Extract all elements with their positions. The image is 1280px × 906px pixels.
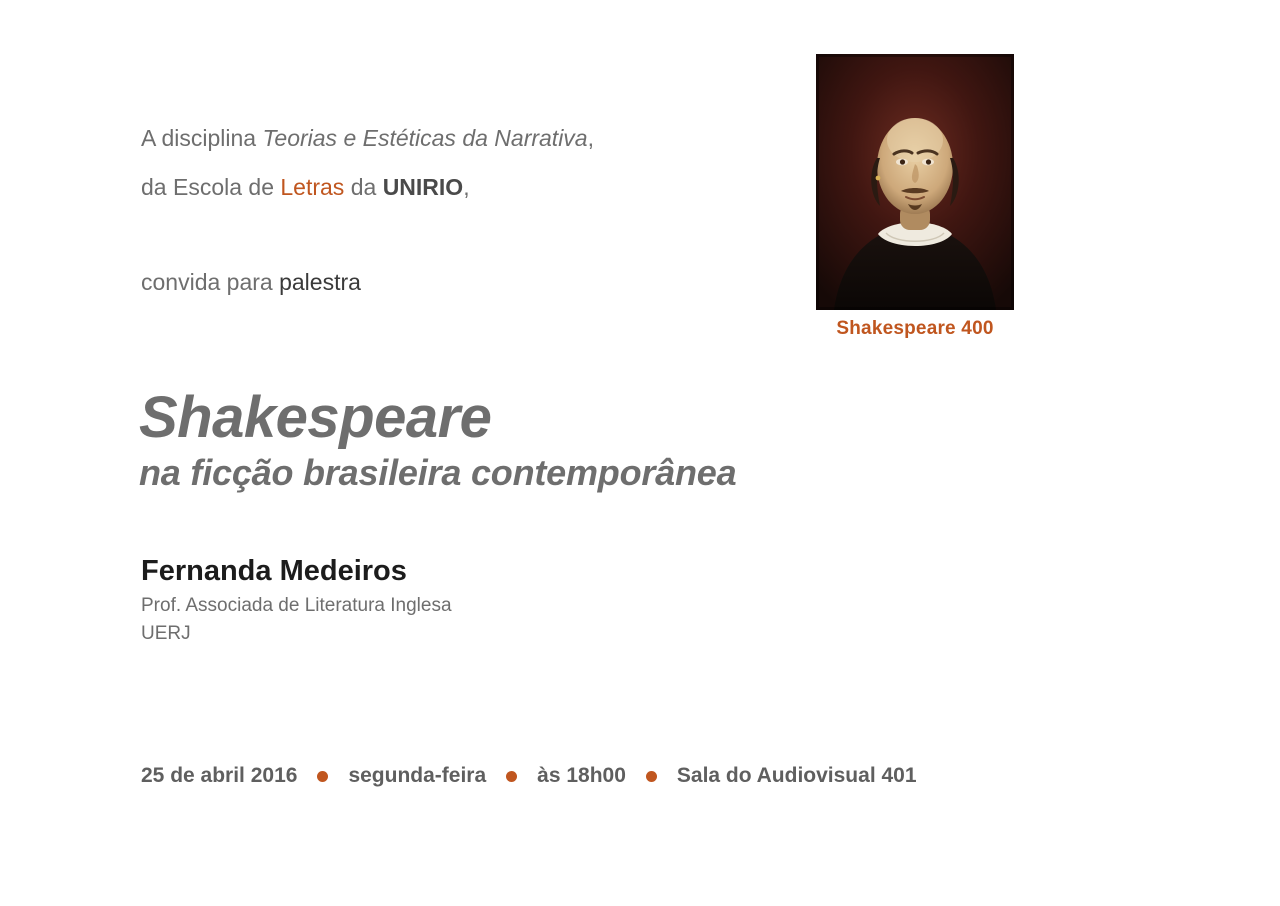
intro-line1-prefix: A disciplina <box>141 125 263 151</box>
portrait-block <box>816 54 1014 340</box>
title-block <box>139 385 737 494</box>
university-name-unirio: UNIRIO <box>382 174 464 200</box>
invitation-prefix: convida para <box>141 269 280 295</box>
event-time: às 18h00 <box>537 764 626 787</box>
event-weekday: segunda-feira <box>348 764 487 787</box>
speaker-block <box>141 555 452 647</box>
page-title: Shakespeare <box>139 385 492 450</box>
event-location: Sala do Audiovisual 401 <box>676 764 917 787</box>
bullet-separator-icon <box>646 771 657 782</box>
portrait-caption: Shakespeare 400 <box>836 318 994 339</box>
bullet-separator-icon <box>506 771 517 782</box>
speaker-institution: UERJ <box>141 622 191 644</box>
intro-line-discipline <box>141 127 801 150</box>
intro-line2-prefix: da Escola de <box>141 174 281 200</box>
event-date: 25 de abril 2016 <box>141 764 298 787</box>
intro-line1-suffix: , <box>587 125 594 151</box>
shakespeare-portrait-image <box>816 54 1014 310</box>
discipline-title: Teorias e Estéticas da Narrativa <box>262 125 588 151</box>
intro-line-school <box>141 176 801 199</box>
event-type-label: palestra <box>279 269 361 295</box>
speaker-name: Fernanda Medeiros <box>141 555 407 587</box>
intro-line-invitation <box>141 271 801 294</box>
speaker-role: Prof. Associada de Literatura Inglesa <box>141 595 452 617</box>
bullet-separator-icon <box>317 771 328 782</box>
intro-line2-middle: da <box>344 174 383 200</box>
page-subtitle: na ficção brasileira contemporânea <box>139 451 737 493</box>
event-details-footer <box>141 764 917 788</box>
portrait-illustration <box>816 54 1014 310</box>
intro-line2-suffix: , <box>463 174 470 200</box>
school-name-letras: Letras <box>280 174 345 200</box>
intro-text-block <box>141 127 801 320</box>
